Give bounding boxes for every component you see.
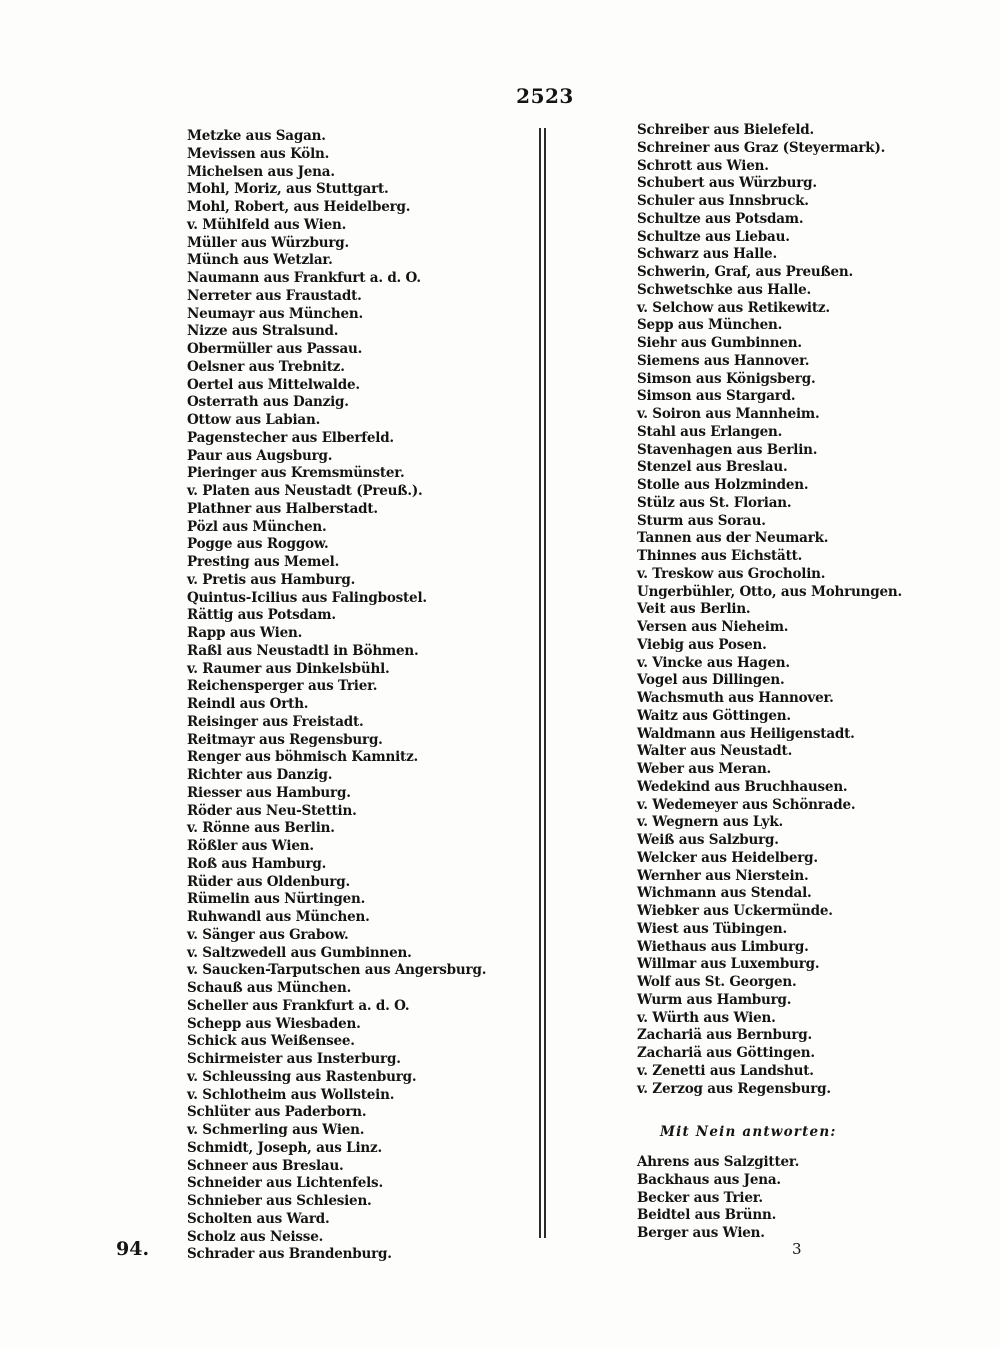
list-item: v. Soiron aus Mannheim. <box>637 406 820 422</box>
list-item: Stenzel aus Breslau. <box>637 459 788 476</box>
list-item: Schneer aus Breslau. <box>187 1157 344 1174</box>
sheet-number: 3 <box>792 1240 802 1258</box>
list-item: v. Pretis aus Hamburg. <box>187 571 356 588</box>
list-item: Wedekind aus Bruchhausen. <box>637 778 848 795</box>
list-item: Berger aus Wien. <box>637 1225 765 1241</box>
list-item: Nizze aus Stralsund. <box>187 323 339 340</box>
list-item: Schreiner aus Graz (Steyermark). <box>637 139 886 156</box>
list-item: Walter aus Neustadt. <box>637 743 793 760</box>
list-item: Schultze aus Potsdam. <box>637 210 804 227</box>
list-item: Schubert aus Würzburg. <box>637 175 817 192</box>
list-item: Schwetschke aus Halle. <box>637 281 812 298</box>
list-item: Thinnes aus Eichstätt. <box>637 548 803 564</box>
list-item: Wiebker aus Uckermünde. <box>637 903 833 919</box>
list-item: Schultze aus Liebau. <box>637 228 790 245</box>
list-item: Rüder aus Oldenburg. <box>187 873 350 890</box>
list-item: Schwerin, Graf, aus Preußen. <box>637 264 854 280</box>
right-column-list <box>637 122 937 1098</box>
list-item: Paur aus Augsburg. <box>187 447 333 464</box>
list-item: v. Wedemeyer aus Schönrade. <box>637 796 856 813</box>
list-item: Simson aus Königsberg. <box>637 370 816 387</box>
nein-list <box>637 1154 937 1243</box>
list-item: Naumann aus Frankfurt a. d. O. <box>187 270 421 286</box>
list-item: Reindl aus Orth. <box>187 696 309 712</box>
list-item: Münch aus Wetzlar. <box>187 252 333 269</box>
list-item: Siehr aus Gumbinnen. <box>637 335 802 351</box>
list-item: v. Raumer aus Dinkelsbühl. <box>187 660 390 677</box>
list-item: Sturm aus Sorau. <box>637 512 766 529</box>
list-item: Reichensperger aus Trier. <box>187 678 378 695</box>
list-item: v. Platen aus Neustadt (Preuß.). <box>187 483 423 499</box>
list-item: Wiethaus aus Limburg. <box>637 938 809 955</box>
list-item: Schlüter aus Paderborn. <box>187 1104 367 1121</box>
list-item: Pözl aus München. <box>187 518 327 535</box>
list-item: Wurm aus Hamburg. <box>637 991 792 1008</box>
list-item: Zachariä aus Göttingen. <box>637 1045 815 1061</box>
list-item: Versen aus Nieheim. <box>637 619 789 635</box>
list-item: Osterrath aus Danzig. <box>187 394 349 411</box>
list-item: v. Vincke aus Hagen. <box>637 654 790 671</box>
list-item: Schepp aus Wiesbaden. <box>187 1015 361 1032</box>
list-item: Becker aus Trier. <box>637 1189 763 1206</box>
list-item: Metzke aus Sagan. <box>187 128 326 144</box>
list-item: Rättig aus Potsdam. <box>187 607 336 624</box>
list-item: v. Mühlfeld aus Wien. <box>187 216 347 233</box>
list-item: Scholz aus Neisse. <box>187 1228 324 1245</box>
list-item: Müller aus Würzburg. <box>187 234 349 251</box>
list-item: Schneider aus Lichtenfels. <box>187 1175 383 1192</box>
list-item: Wachsmuth aus Hannover. <box>637 690 834 706</box>
column-divider-rule <box>544 128 546 1238</box>
list-item: Pieringer aus Kremsmünster. <box>187 465 405 482</box>
list-item: Obermüller aus Passau. <box>187 341 363 357</box>
list-item: Schmidt, Joseph, aus Linz. <box>187 1139 382 1156</box>
list-item: Veit aus Berlin. <box>637 601 751 618</box>
list-item: Reitmayr aus Regensburg. <box>187 731 383 748</box>
list-item: Oertel aus Mittelwalde. <box>187 376 360 393</box>
list-item: Pogge aus Roggow. <box>187 536 329 553</box>
list-item: Beidtel aus Brünn. <box>637 1207 777 1224</box>
list-item: Reisinger aus Freistadt. <box>187 713 364 730</box>
list-item: Stolle aus Holzminden. <box>637 477 809 493</box>
list-item: Roß aus Hamburg. <box>187 855 327 872</box>
list-item: Riesser aus Hamburg. <box>187 784 351 801</box>
list-item: v. Selchow aus Retikewitz. <box>637 299 830 316</box>
list-item: Scholten aus Ward. <box>187 1210 330 1227</box>
list-item: v. Saucken-Tarputschen aus Angersburg. <box>187 962 487 979</box>
list-item: Wiest aus Tübingen. <box>637 920 787 937</box>
list-item: Viebig aus Posen. <box>637 636 767 653</box>
list-item: v. Schmerling aus Wien. <box>187 1122 365 1138</box>
list-item: Wichmann aus Stendal. <box>637 885 812 902</box>
list-item: Oelsner aus Trebnitz. <box>187 358 345 375</box>
list-item: Plathner aus Halberstadt. <box>187 500 378 517</box>
list-item: Schrader aus Brandenburg. <box>187 1246 392 1263</box>
list-item: Richter aus Danzig. <box>187 767 333 783</box>
list-item: Ottow aus Labian. <box>187 412 321 428</box>
list-item: Neumayr aus München. <box>187 305 364 322</box>
list-item: Nerreter aus Fraustadt. <box>187 287 362 304</box>
list-item: v. Wegnern aus Lyk. <box>637 814 783 831</box>
list-item: Tannen aus der Neumark. <box>637 530 829 547</box>
list-item: Rößler aus Wien. <box>187 838 314 854</box>
list-item: Sepp aus München. <box>637 317 783 334</box>
list-item: Rümelin aus Nürtingen. <box>187 891 366 908</box>
list-item: Röder aus Neu-Stettin. <box>187 802 357 819</box>
list-item: Zachariä aus Bernburg. <box>637 1027 812 1044</box>
list-item: Quintus-Icilius aus Falingbostel. <box>187 589 427 606</box>
list-item: Siemens aus Hannover. <box>637 352 810 369</box>
list-item: Scheller aus Frankfurt a. d. O. <box>187 997 410 1014</box>
list-item: Renger aus böhmisch Kamnitz. <box>187 749 419 766</box>
column-divider-rule <box>539 128 541 1238</box>
list-item: v. Sänger aus Grabow. <box>187 926 349 943</box>
signature-mark: 94. <box>116 1238 150 1260</box>
list-item: Ahrens aus Salzgitter. <box>637 1154 800 1170</box>
list-item: Vogel aus Dillingen. <box>637 672 785 689</box>
list-item: Ungerbühler, Otto, aus Mohrungen. <box>637 583 902 600</box>
list-item: Schnieber aus Schlesien. <box>187 1193 372 1209</box>
list-item: Pagenstecher aus Elberfeld. <box>187 429 394 446</box>
list-item: v. Schlotheim aus Wollstein. <box>187 1086 395 1103</box>
list-item: Mohl, Moriz, aus Stuttgart. <box>187 181 389 198</box>
list-item: Raßl aus Neustadtl in Böhmen. <box>187 642 419 659</box>
list-item: Rapp aus Wien. <box>187 625 303 641</box>
page-number: 2523 <box>516 84 574 108</box>
list-item: v. Rönne aus Berlin. <box>187 820 335 837</box>
list-item: Schuler aus Innsbruck. <box>637 193 809 209</box>
list-item: v. Saltzwedell aus Gumbinnen. <box>187 944 412 961</box>
list-item: Schirmeister aus Insterburg. <box>187 1051 401 1067</box>
list-item: Schauß aus München. <box>187 980 352 996</box>
section-heading: Mit Nein antworten: <box>660 1124 837 1140</box>
list-item: Mevissen aus Köln. <box>187 145 330 162</box>
list-item: Wolf aus St. Georgen. <box>637 974 797 990</box>
list-item: Willmar aus Luxemburg. <box>637 956 820 973</box>
list-item: v. Zenetti aus Landshut. <box>637 1062 814 1079</box>
list-item: Schrott aus Wien. <box>637 157 769 174</box>
list-item: v. Zerzog aus Regensburg. <box>637 1080 831 1097</box>
list-item: Schick aus Weißensee. <box>187 1033 355 1050</box>
list-item: Welcker aus Heidelberg. <box>637 849 818 866</box>
list-item: Waldmann aus Heiligenstadt. <box>637 725 855 742</box>
list-item: v. Schleussing aus Rastenburg. <box>187 1068 417 1085</box>
list-item: Michelsen aus Jena. <box>187 163 335 180</box>
list-item: Stahl aus Erlangen. <box>637 423 783 440</box>
list-item: Presting aus Memel. <box>187 554 340 570</box>
left-column-list <box>187 128 487 1264</box>
list-item: Stülz aus St. Florian. <box>637 494 792 511</box>
list-item: Weber aus Meran. <box>637 761 772 777</box>
list-item: v. Würth aus Wien. <box>637 1009 776 1026</box>
list-item: Mohl, Robert, aus Heidelberg. <box>187 199 411 215</box>
list-item: Waitz aus Göttingen. <box>637 707 791 724</box>
list-item: Wernher aus Nierstein. <box>637 867 809 884</box>
list-item: Weiß aus Salzburg. <box>637 832 779 848</box>
list-item: Simson aus Stargard. <box>637 388 796 405</box>
list-item: Schreiber aus Bielefeld. <box>637 122 815 138</box>
list-item: v. Treskow aus Grocholin. <box>637 565 826 582</box>
list-item: Ruhwandl aus München. <box>187 909 370 925</box>
list-item: Schwarz aus Halle. <box>637 246 777 263</box>
list-item: Backhaus aus Jena. <box>637 1171 781 1188</box>
list-item: Stavenhagen aus Berlin. <box>637 441 818 458</box>
